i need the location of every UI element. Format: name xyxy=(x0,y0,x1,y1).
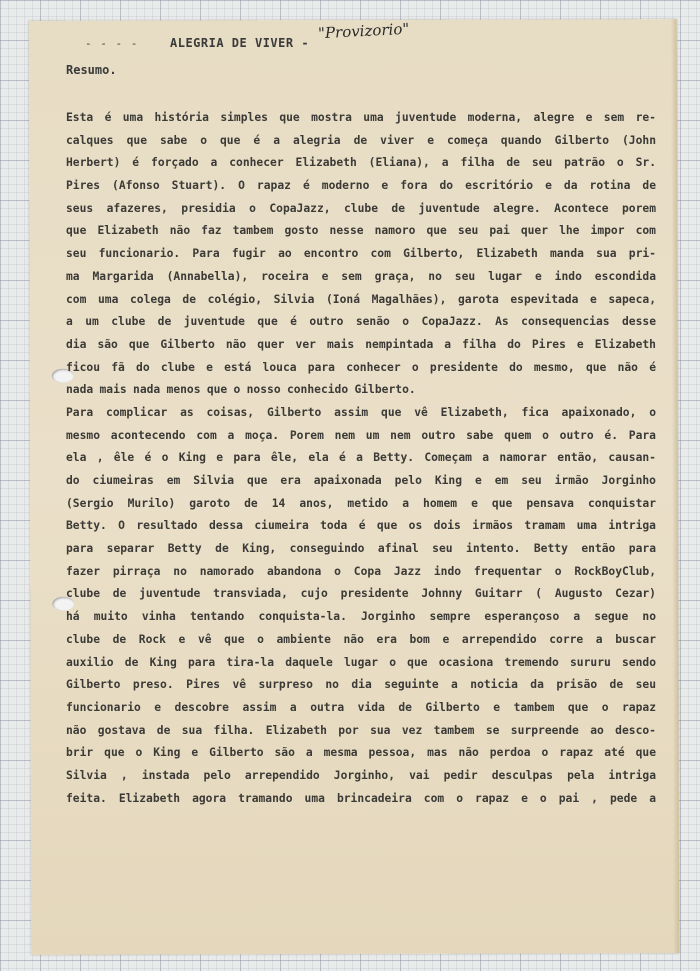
text-line: ma Margarida (Annabella), roceira e sem graça, no seu lugar e indo escondida xyxy=(66,269,656,283)
paper-edge xyxy=(671,19,679,953)
text-line: ela , êle é o King e para êle, ela é a Betty. Começam a namorar então, causan- xyxy=(66,451,656,465)
text-line: seu funcionario. Para fugir ao encontro com Gilberto, Elizabeth manda sua pri- xyxy=(66,247,656,261)
text-line: clube de Rock e vê que o ambiente não era bom e arrependido corre a buscar xyxy=(66,632,656,646)
text-line: a um clube de juventude que é outro senão o CopaJazz. As consequencias desse xyxy=(66,315,656,329)
text-line: não gostava de sua filha. Elizabeth por sua vez tambem se surpreende ao desco- xyxy=(66,723,656,737)
header-marks: - - - - xyxy=(85,37,139,50)
text-line: Silvia , instada pelo arrependido Jorginho, vai pedir desculpas pela intriga xyxy=(66,768,656,782)
text-line: dia são que Gilberto não quer ver mais nempintada a filha do Pires e Elizabeth xyxy=(66,337,656,351)
section-heading: Resumo. xyxy=(66,63,117,77)
text-line: funcionario e descobre assim a outra vida de Gilberto e tambem que o rapaz xyxy=(66,700,656,714)
text-line: auxilio de King para tira-la daquele lugar o que ocasiona tremendo sururu sendo xyxy=(66,655,656,669)
text-line: há muito vinha tentando conquista-la. Jorginho sempre esperançoso a segue no xyxy=(66,610,656,624)
document-title: ALEGRIA DE VIVER - xyxy=(170,36,310,50)
text-line: calques que sabe o que é a alegria de viver e começa quando Gilberto (John xyxy=(66,133,656,147)
text-line: Betty. O resultado dessa ciumeira toda é que os dois irmãos tramam uma intriga xyxy=(66,519,656,533)
text-line: fazer pirraça no namorado abandona o Copa Jazz indo frequentar o RockBoyClub, xyxy=(66,564,656,578)
text-line: Esta é uma história simples que mostra uma juventude moderna, alegre e sem re- xyxy=(66,111,656,124)
document-body xyxy=(66,107,656,810)
text-line: para separar Betty de King, conseguindo afinal seu intento. Betty então para xyxy=(66,542,656,556)
text-line: Gilberto preso. Pires vê surpreso no dia seguinte a noticia da prisão de seu xyxy=(66,678,656,692)
text-line: do ciumeiras em Silvia que era apaixonada pelo King e em seu irmão Jorginho xyxy=(66,474,656,487)
text-line: brir que o King e Gilberto são a mesma pessoa, mas não perdoa o rapaz até que xyxy=(66,746,656,760)
text-line: mesmo acontecendo com a moça. Porem nem um nem outro sabe quem o outro é. Para xyxy=(66,428,656,442)
text-line: Herbert) é forçado a conhecer Elizabeth (Eliana), a filha de seu patrão o Sr. xyxy=(66,156,656,170)
text-line: com uma colega de colégio, Silvia (Ioná Magalhães), garota espevitada e sapeca, xyxy=(66,292,656,306)
text-line: Pires (Afonso Stuart). O rapaz é moderno e fora do escritório e da rotina de xyxy=(66,179,656,193)
text-line: clube de juventude transviada, cujo presidente Johnny Guitarr ( Augusto Cezar) xyxy=(66,587,656,601)
text-line: seus afazeres, presidia o CopaJazz, clube de juventude alegre. Acontece porem xyxy=(66,201,656,215)
text-line: feita. Elizabeth agora tramando uma brincadeira com o rapaz e o pai , pede a xyxy=(66,791,656,805)
handwritten-note: "Provizorio" xyxy=(317,19,410,43)
text-line: nada mais nada menos que o nosso conhecido Gilberto. xyxy=(66,383,416,397)
text-line: ficou fã do clube e está louca para conhecer o presidente do mesmo, que não é xyxy=(66,360,656,374)
text-line: (Sergio Murilo) garoto de 14 anos, metido a homem e que pensava conquistar xyxy=(66,496,656,510)
text-line: que Elizabeth não faz tambem gosto nesse namoro que seu pai quer lhe impor com xyxy=(66,224,656,238)
text-line: Para complicar as coisas, Gilberto assim que vê Elizabeth, fica apaixonado, o xyxy=(66,405,656,419)
